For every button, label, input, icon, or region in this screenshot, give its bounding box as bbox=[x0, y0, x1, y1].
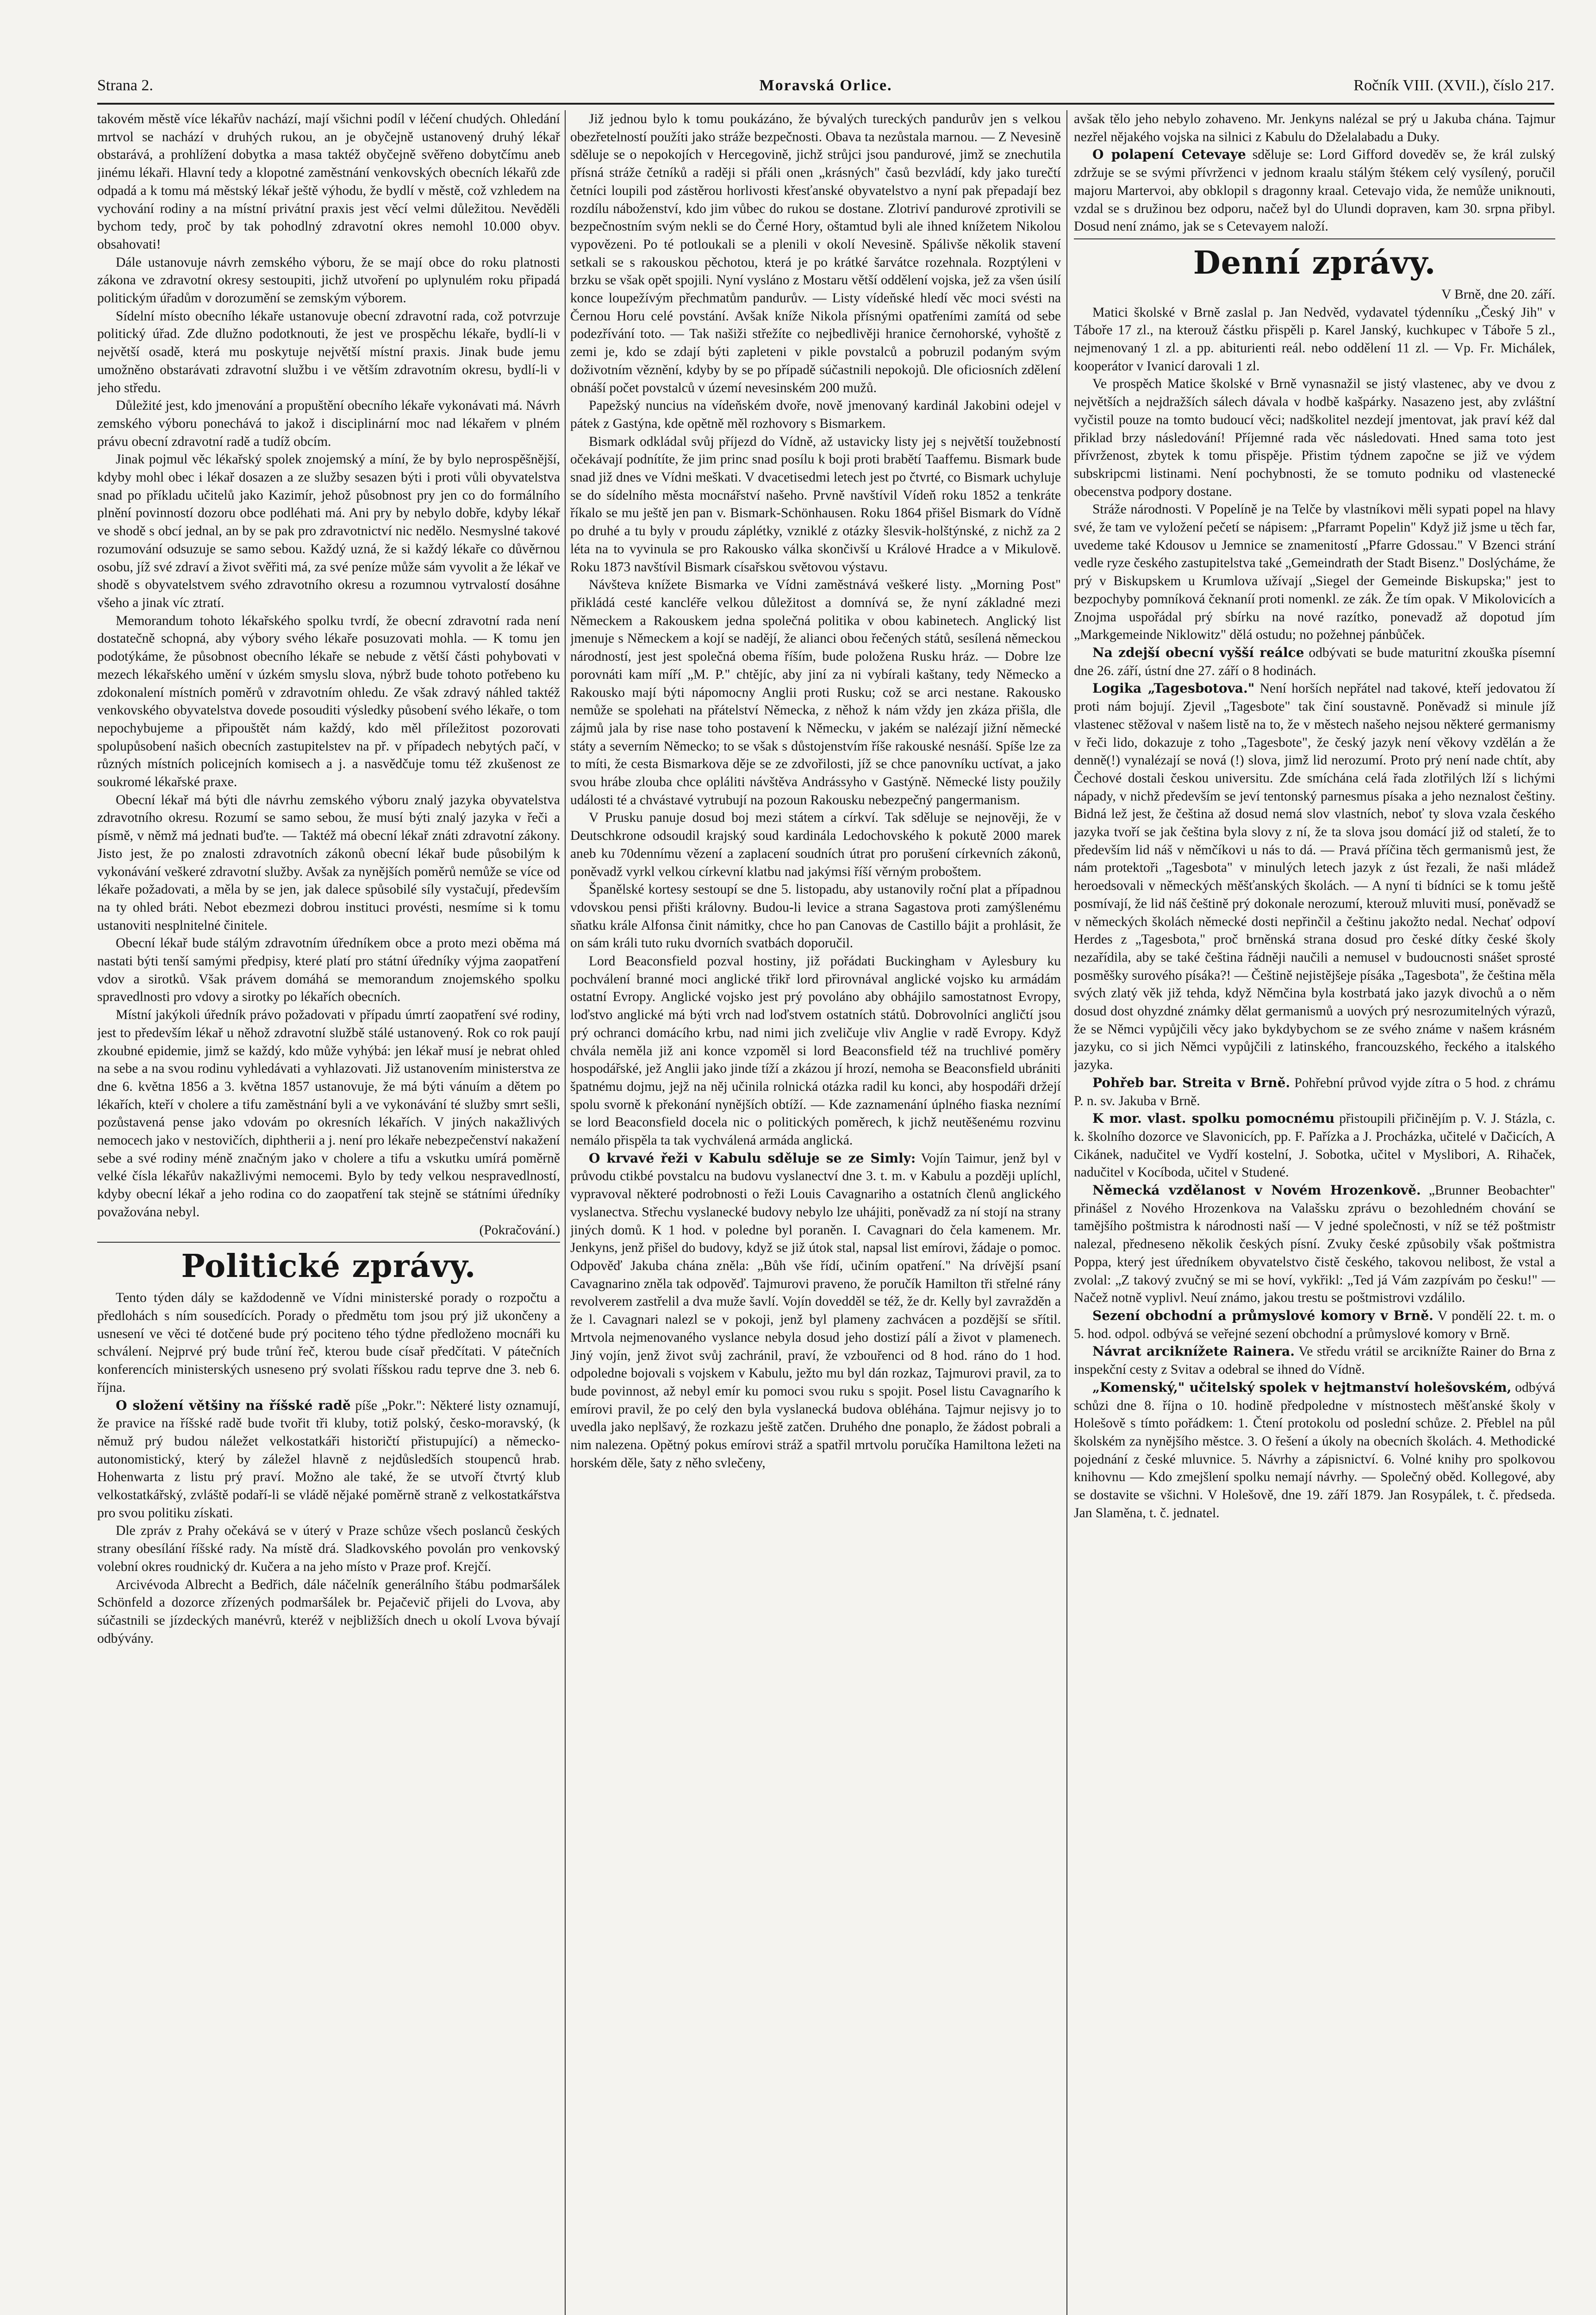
article-paragraph: Místní jakýkoli úředník právo požadovati v případu úmrtí zaopatření své rodiny, jest to především lékař u něhož zdravotní službě stálé ustanovený. Rok co rok paují zkoubné epidemie, jimž se každý, kdo může vyhýbá: jen lékař musí je nebrat ohled na sebe a na svou rodinu vyhledávati a vyhlazovati. Již ustanovením ministerstva ze dne 6. května 1856 a 3. května 1857 ustanovuje, že má býti vánuím a dětem po lékařích, kteří v cholere a tifu zaměstnání byli a ve vykonávání té služby smrt sešli, pozůstavená pense jako vdovám po okresních lékařích. V jiných nakažlivých nemocech jako v nestovičích, diphtherii a j. není pro lékaře nebezpečenství nakažení sebe a své rodiny méně značným jako v cholere a tifu a vskutku umírá poměrně velké čísla lékařův nakažlivými nemocemi. Bylo by tedy velkou nespravedlností, kdyby obecní lékař a jeho rodina co do zaopatření tak stejně se státními úředníky považována nebyl. bbox=[97, 1007, 560, 1220]
article-paragraph: Obecní lékař bude stálým zdravotním úředníkem obce a proto mezi oběma má nastati býti tenší samými předpisy, které platí pro státní úředníky výjma zaopatření vdov a sirotků. Však právem domáhá se memorandum znojemského spolku spravedlnosti pro vdovy a sirotky po lékařích obecních. bbox=[97, 936, 560, 1005]
article-paragraph: takovém městě více lékařův nachází, mají všichni podíl v léčení chudých. Ohledání mrtvol se nachází v druhých rukou, an je obyčejně ustanovený druhý lékař obstarává, a prohlížení dobytka a masa taktéž obyčejně svěřeno dobytčímu aneb jinému lékaři. Hlavní tedy a klopotné zaměstnání venkovských obecních lékařů zde odpadá a k tomu má městský lékař ještě výhodu, že bydlí v městě, což vzhledem na vychování rodiny a na místní privátní praxis jest věcí velmi důležitou. Nevěděli bychom tedy, proč by tak pohodlný zdravotní okres nemohl 10.000 obyv. obsahovati! bbox=[97, 112, 560, 252]
dateline: V Brně, dne 20. září. bbox=[1441, 287, 1555, 302]
article-paragraph: Tento týden dály se každodenně ve Vídni ministerské porady o rozpočtu a předlohách s ním sousedících. Porady o předmětu tom jsou prý již ukončeny a usnesení ve věci té dotčené bude prý pociteno tého týdne předloženo mocnáři ku schválení. Nejprvé prý bude trůní řeč, kterou bude císař předčítati. V pátečních konferencích ministerských usneseno prý svolati říšskou radu teprve dne 3. neb 6. října. bbox=[97, 1290, 560, 1395]
news-text: přistoupili přičinějím p. V. J. Stázla, c. k. školního dozorce ve Slavonicích, pp. F. Pařízka a J. Procházka, učitelé v Dačicích, A Cikánek, nadučitel ve Vydří kostelní, J. Sobotka, učitel v Myslibori, A. Rihaček, nadučitel v Kocíboda, učitel v Studené. bbox=[1074, 1111, 1555, 1180]
news-text: odbývati se bude maturitní zkouška písemní dne 26. září, ústní dne 27. září o 8 hodinách. bbox=[1074, 645, 1555, 678]
news-heading: O polapení Cetevaye bbox=[1092, 147, 1246, 163]
news-text: odbývá schůzi dne 8. října o 10. hodině předpoledne v místnostech měšťanské školy v Holešově s tímto pořádkem: 1. Čtení protokolu od poslední schůze. 2. Přeblel na půl školském za nynějšího městce. 3. O řešení a úkoly na obecních školách. 4. Methodické pojednání z české mluvnice. 5. Návrhy a zápisnictví. 6. Volné knihy pro spolkovou knihovnu — Kdo zmejšlení spolku nemají návrhy. — Společný oběd. Kollegové, aby se dostavite se všichni. V Holešově, dne 19. září 1879. Jan Rosypálek, t. č. předseda. Jan Slaměna, t. č. jednatel. bbox=[1074, 1380, 1555, 1520]
news-text: sděluje se: Lord Gifford doveděv se, že král zulský zdržuje se se svými přívrženci v jednom kraalu stálým štékem celý vysílený, poručil majoru Martervoi, aby obklopil s dragonny kraal. Cetevajo vida, že nemůže uniknouti, vzdal se s družinou bez odporu, načež byl do Ulundi dopraven, kam 30. srpna přibyl. Dosud není známo, jak se s Cetevayem naloží. bbox=[1074, 147, 1555, 234]
news-heading: Na zdejší obecní vyšší reálce bbox=[1092, 644, 1304, 660]
section-heading-daily-news: Denní zprávy. bbox=[1193, 244, 1436, 282]
news-text: Není horších nepřátel nad takové, kteří jedovatou ží proti nám bojují. Zjevil „Tagesbote" tak činí soustavně. Poněvadž si minule jíž vlastenec stěžoval v našem listě na to, že v městech našeho nejsou některé germanismy v řeči lido, dokazuje z toho „Tagesbote", že český jazyk není věkovy vzdělán a že denně(!) vynalézají se nová (!) slova, jimž lid nerozumí. Proto prý není nade chtít, aby Čechové dostali českou universitu. Zde smíchána celá řada zlotřilých lží s lichými nápady, v nichž především se jeví tentonský parnesmus písaka a jeho neznalost češtiny. Bidná lež jest, že čeština až dosud nemá slov vlastních, neboť ty slova vzala českého jazyka tvoří se jak čeština byla slovy z ní, že ta slova jsou domácí již od staletí, že to především lid náš v němčíkovi u nás to dá. — Pravá příčina těch germanismů jest, že nám protektoři „Tagesbota" v minulých letech jazyk z úst řezali, že naši mládež heroedsovali v německých měšťanských školách. — A nyní ti bídníci se k tomu ještě posmívají, že lid náš češtině prý dokonale nerozumí, kterouž mluviti musí, poněvadž se v německých školách německé dosti nepřinčil a češtinu jakožto nedal. Nechať odpoví Herdes z „Tagesbota," proč brněnská strana dosud pro české dítky české školy nezařídila, aby se také čeština řádněji naučili a nemusel v budoucnosti snášet sprosté posměšky surového písáka?! — Češtině nejistějšeje písáka „Tagesbota", že čeština měla svých zlatý věk již tehda, když Němčina byla kostrbatá jako jazyk divochů a o něm dosud dost ohyzdné známky dělat germanismů a uových prý nesrozumitelných výrazů, že se Němci vypůjčili věcy jako bykdybychom se ze svého známe v našem krásném jazyku, co si jich Němci vypůjčili z latinského, francouzského, řeckého a italského jazyka. bbox=[1074, 681, 1555, 1073]
news-text: píše „Pokr.": Některé listy oznamují, že pravice na říšské radě bude tvořit tři kluby, totiž polský, česko-moravský, (k němuž prý budou náležet velkostatkáři historičtí přistupující) a německo-autonomistický, který by záležel hlavně z nejdůsledších stoupenců hrab. Hohenwarta z listu prý praví. Možno ale také, že se utvoří čtvrtý klub velkostatkářský, zvláště podaří-li se vládě nějaké poměrně straně z velkostatkářstva pro svou politiku získati. bbox=[97, 1398, 560, 1520]
news-text: V pondělí 22. t. m. o 5. hod. odpol. odbývá se veřejné sezení obchodní a průmyslové komory v Brně. bbox=[1074, 1308, 1555, 1341]
news-heading: Německá vzdělanost v Novém Hrozenkově. bbox=[1092, 1183, 1421, 1198]
column-2 bbox=[570, 110, 1061, 2315]
continuation-note: (Pokračování.) bbox=[479, 1222, 560, 1238]
article-paragraph: Lord Beaconsfield pozval hostiny, již pořádati Buckingham v Aylesbury ku pochválení branné moci anglické třikř lord přirovnával anglické vojsko ku armádám ostatní Evropy. Anglické vojsko jest prý povoláno aby obhájilo samostatnost Evropy, loďstvo anglické má býti vrch nad loďstvem ostatních států. Dobrovolníci angličtí jsou prý ochranci domácího krbu, nad nimi jich zveličuje vliv Anglie v radě Evropy. Když chvála neměla již ani konce vzpoměl si lord Beaconsfield též na truchlivé poměry hospodářské, jež Anglii jako jinde tíží a zkázou jí hrozí, nemoha se Beaconsfield ubrániti špatnému dojmu, jejž na něj učinila rolnická otázka radil ku konci, aby hospodáři držejí spolu svorně k překonání nynějších obtíží. — Kde zaznamenání úplného fiaska neznímí se lord Beaconsfield docela nic o politických poměrech, k jichž neutěšenému rozvinu nemálo přispěla ta tak vychválená armáda anglická. bbox=[570, 954, 1061, 1148]
article-paragraph: Obecní lékař má býti dle návrhu zemského výboru znalý jazyka obyvatelstva zdravotního okresu. Rozumí se samo sebou, že musí býti znalý jazyka v řeči a písmě, v němž má jednati buďte. — Taktéž má obecní lékař znáti zdravotní zákony. Jisto jest, že po znalosti zdravotních zákonů obecní lékař bude působilým k vykonávání veškeré zdravotní služby. Avšak za nynějších poměrů nemůže se více od lékaře požadovati, a měla by se jen, jak dalece spůsobilé síly vystačují, především na ty ohled bráti. Nebot ebezmezi dobrou instituci provésti, nesmíme si k tomu ustanoviti nesplnitelné činitele. bbox=[97, 792, 560, 933]
section-rule bbox=[97, 1242, 560, 1243]
news-heading: Logika „Tagesbotova." bbox=[1092, 681, 1255, 696]
news-heading: Návrat arciknížete Rainera. bbox=[1092, 1344, 1295, 1359]
news-text: „Brunner Beobachter" přinášel z Nového Hrozenkova na Valašsku zprávu o bezohledném chování se tamějšího poštmistra k národnosti naší — V jedné společnosti, v níž se též poštmistr nalezal, předneseno několik českých písní. Zvuky české způsobily však poštmistra Poppa, který jest úředníkem obyvatelstvo čistě českého, takovou nelibost, že vstal a zvolal: „Z takový zvučný se mi se hoví, vykřikl: „Ted já Vám zazpívám po česku!" — Načež notně vyplivl. Neuí známo, jakou trestu se poštmistrovi vzdálilo. bbox=[1074, 1183, 1555, 1306]
issue-info: Ročník VIII. (XVII.), číslo 217. bbox=[1353, 77, 1554, 94]
news-text: Vojín Taimur, jenž byl v průvodu ctikbé povstalcu na budovu vyslanectví dne 3. t. m. v Kabulu a později uplíchl, vypravoval některé podrobnosti o řeži Louis Cavagnariho a ostatních členů anglického vyslanectva. Střechu vyslanecké budovy nebylo lze uhájiti, poněvadž za ní stojí na strany jiných domů. K 1 hod. v poledne byl poraněn. I. Cavagnari do čela kamenem. Mr. Jenkyns, jenž přišel do budovy, když se již útok stal, napsal list emírovi, žádaje o pomoc. Odpověď Jakuba chána zněla: „Bůh vše řídí, učiním opatření." Na drívější psaní Cavagnarino zněla tak odpověď. Tajmurovi praveno, že poručík Hamilton tři střelné rány revolverem zastřelil a dva muže šavlí. Vojín dovedděl se též, že dr. Kelly byl zavražděn a že l. Cavagnari nalezl se v pokoji, jenž byl plameny zachvácen a pozdější se sřítil. Mrtvola nejmenovaného vyslance nebyla dosud jeho dostizí pálí a život v plamenech. Jiný vojín, jenž život svůj zachránil, praví, že vzbouřenci od 8 hod. ráno do 1 hod. odpoledne bojovali s vojskem v Kabulu, ježto mu byl dán rozkaz, Tajmurovi pravil, za to bude povinnost, až nebyl emír ku pomoci svou ruku s spojit. Posel listu Cavagnarího k emírovi pravil, že po celý den byla vyslanecká budova obléhána. Tajmur nejisvy jo to uvedla jako neplšavý, že rozkazu ještě zatčen. Druhého dne ponaplo, že žádost pobrali a nim nalezena. Opětný pokus emírovi stráž a spatřil mrtvolu poručíka Hamiltona ležeti na horském děle, šaty z něho svlečeny, bbox=[570, 1151, 1061, 1470]
news-heading: Sezení obchodní a průmyslové komory v Brně. bbox=[1092, 1308, 1434, 1323]
column-divider bbox=[565, 110, 566, 2315]
news-heading: O krvavé řeži v Kabulu sděluje se ze Simly: bbox=[589, 1150, 916, 1166]
news-heading: O složení většiny na říšské radě bbox=[116, 1397, 351, 1413]
article-paragraph: Bismark odkládal svůj příjezd do Vídně, až ustavicky listy jej s největší toužebností očekávají podnítíte, že jim princ snad posílu k boji proti brabětí Taaffemu. Bismark bude snad již dnes ve Vídni meškati. V dvacetisedmi letech jest po čtvrté, co Bismark uchyluje se do sídelního města mocnářství našeho. Prvně navštívil Vídeň roku 1852 a tenkráte říkalo se mu ještě jen pan v. Bismark-Schönhausen. Roku 1864 přišel Bismark do Vídně po druhé a tu byly v proudu záplétky, vzniklé z otázky šlesvik-holštýnské, z nichž za 2 léta na to vyvinula se pro Rakousko válka skončivší u Králové Hradce a v Mikulově. Roku 1873 navštívil Bismark císařskou světovou výstavu. bbox=[570, 434, 1061, 575]
article-paragraph: Důležité jest, kdo jmenování a propuštění obecního lékaře vykonávati má. Návrh zemského výboru ponechává to jakož i disciplinární moc nad lékařem v plném právu obecní zdravotní radě a tudíž obcím. bbox=[97, 398, 560, 449]
masthead-title: Moravská Orlice. bbox=[759, 77, 892, 94]
article-paragraph: Papežský nuncius na vídeňském dvoře, nově jmenovaný kardinál Jakobini odejel v pátek z Gastýna, kde opětně měl rozhovory s Bismarkem. bbox=[570, 398, 1061, 431]
news-text: Pohřební průvod vyjde zítra o 5 hod. z chrámu P. n. sv. Jakuba v Brně. bbox=[1074, 1075, 1555, 1108]
article-paragraph: Již jednou bylo k tomu poukázáno, že bývalých tureckých pandurův jen s velkou obezřetelností použíti jako stráže bezpečnosti. Obava ta nezůstala marnou. — Z Nevesině sděluje se o nepokojích v Hercegovině, jichž strůjci jsou pandurové, jimž se znechutila přísná stráže četníků a raději si přáli onen „krásných" časů bezvládí, kdy jako turečtí četníci loupili pod zástěrou horlivosti křesťanské obyvatelstvo a nyní pak přepadají bez rozdílu náboženství, kdo jim vůbec do rukou se dostane. Zlotriví pandurové zprotivili se bezpečnostním svým nekli se do Černé Hory, oštamtud byli ale ihned knížetem Nikolou vypovězeni. Po té potloukali se a plenili v okolí Nevesině. Spálivše několik stavení setkali se s rakouskou pěchotou, která je po krátké šarvátce rozehnala. Rozptýleni v brzku se však opět spojili. Nyní vysláno z Mostaru větší oddělení vojska, jež za všen úsilí konce loupežívým přechmatům pandurův. — Listy vídeňské hledí věc moci svésti na Černou Horu celé povstání. Avšak kníže Nikola přísnými opatřeními zamítá od sebe podezřívání toto. — Tak našiži střežíte co nejbedlivěji hranice černohorské, vyhoště z zemi je, kdo se zdají býti zapleteni v pikle povstalců a pobruzil podaným svým doživotním věznění, kdyby by se po případě súčastnili nepokojů. Dle oficiosních zdělení obnáší počet povstalců v území nevesinském 200 mužů. bbox=[570, 112, 1061, 395]
article-paragraph: Memorandum tohoto lékařského spolku tvrdí, že obecní zdravotní rada není dostatečně schopná, aby výbory svého lékaře posuzovati mohla. — K tomu jen podotýkáme, že působnost obecního lékaře se nebude z větší části pohybovati v mezech lékařského umění v úzkém smyslu slova, nýbrž bude tohoto potřebeno ku zdokonalení místních poměrů v zdravotním ohledu. Ze však zdravý náhled taktéž venkovského obyvatelstva dovede posouditi výsledky působení svého lékaře, o tom nepochybujeme a připouštět nám každý, kdo měl příležitost pozorovati spolupůsobení našich obecních zastupitelstev na př. v případech nebytých pačí, v různých místních policejních komisech a j. a nasvědčuje tomu též zkušenost ze soukromé lékařské praxe. bbox=[97, 613, 560, 790]
news-heading: „Komenský," učitelský spolek v hejtmanství holešovském, bbox=[1092, 1379, 1512, 1395]
page-header bbox=[97, 69, 1554, 102]
article-paragraph: Jinak pojmul věc lékařský spolek znojemský a míní, že by bylo neprospěšnější, kdyby mohl obec i lékař dosazen a ze služby sesazen býti i proti vůli obyvatelstva snad po příkladu učitelů jako Kazimír, jehož působnost pry jen co do formálního plnění povinností dozoru obce podléhati má. Ani pry by nebylo dobře, kdyby lékař ve shodě s obcí jednal, an by se pak pro zdravotnictví nic nedělo. Nesmyslné takové rozumování odsuzuje se samo sebou. Každý uzná, že si každý lékaře co důvěrnou osobu, jíž své zdraví a život svěřiti má, za své peníze může sám vyvolit a že lékař ve shodě s obyvatelstvem svého zdravotního okresu a rozumnou vytrvalostí dosáhne všeho a jinak víc ztratí. bbox=[97, 452, 560, 610]
news-text: Ve středu vrátil se arciknížte Rainer do Brna z inspekční cesty z Svitav a odebral se ihned do Vídně. bbox=[1074, 1344, 1555, 1377]
article-paragraph: Matici školské v Brně zaslal p. Jan Nedvěd, vydavatel týdenníku „Český Jih" v Táboře 17 zl., na kterouž částku přispěli p. Karel Janský, kuchkupec v Táboře 5 zl., nejmenovaný 1 zl. a pp. abiturienti reál. nebo oddělení 11 zl. — Vp. Fr. Michálek, kooperátor v Ivanicí darovali 1 zl. bbox=[1074, 305, 1555, 374]
article-paragraph: Stráže národnosti. V Popelíně je na Telče by vlastníkovi měli sypati popel na hlavy své, že tam ve vyložení pečetí se nápisem: „Pfarramt Popelin" Když již jsme u těch far, uvedeme také Kdousov u Jemnice se znamenitostí „Pfarre Gdossau." V Bzenci strání vedle ryze českého zastupitelstva také „Gemeindrath der Stadt Bisenz." Doslýcháme, že prý v Biskupskem u Krumlova užívají „Siegel der Gemeinde Biskupska;" jest to bezpochyby pomníková čeknaníí proti nomenkl. ze zák. Že tím opak. V Mikolovicích a Znojma uspořádal prý sbírku na nové razítko, ponevadž až dopotud jím „Markgemeinde Niklowitz" dělá ostudu; no požehnej pánbůček. bbox=[1074, 502, 1555, 643]
article-paragraph: Dále ustanovuje návrh zemského výboru, že se mají obce do roku platnosti zákona ve zdravotní okresy sestoupiti, jichž utvoření po uplynulém roku připadá politickým úřadům v dorozumění se zemským výborem. bbox=[97, 255, 560, 306]
column-divider bbox=[1066, 110, 1067, 2315]
section-rule bbox=[1074, 238, 1555, 239]
section-heading-political-news: Politické zprávy. bbox=[181, 1248, 476, 1285]
article-paragraph: V Prusku panuje dosud boj mezi státem a církví. Tak sděluje se nejnověji, že v Deutschkrone odsoudil krajský soud kardinála Ledochovského k pokutě 2000 marek aneb ku 70dennímu vězení a zaplacení soudních útrat pro porušení církevních zákonů, poněvadž vyrkl velkou církevní klatbu nad jakýmsi říší věrným proboštem. bbox=[570, 810, 1061, 879]
header-rule bbox=[97, 103, 1554, 105]
column-1 bbox=[97, 110, 560, 2315]
article-paragraph: Dle zpráv z Prahy očekává se v úterý v Praze schůze všech poslanců českých strany obesílání říšské rady. Na místě drá. Sladkovského povolán pro venkovský volební okres roudnický dr. Kučera a na jeho místo v Praze prof. Krejčí. bbox=[97, 1523, 560, 1574]
article-paragraph: Arcivévoda Albrecht a Bedřich, dále náčelník generálního štábu podmaršálek Schönfeld a dozorce zřízených podmaršálek br. Pejačevič přijeli do Lvova, aby súčastnili se jízdeckých manévrů, kteréž v nejbližších dnech u okolí Lvova bývají odbývány. bbox=[97, 1577, 560, 1646]
news-heading: Pohřeb bar. Streita v Brně. bbox=[1092, 1075, 1291, 1090]
article-paragraph: Návšteva knížete Bismarka ve Vídni zaměstnává veškeré listy. „Morning Post" přikládá cesté kancléře velkou důležitost a domnívá se, že nyní základné mezi Německem a Rakouskem jedna společná politika v obou kabinetech. Anglický list jmenuje s Německem a kojí se nadějí, že alianci obou řečených států, sesílená německou národností, jest jest společná obema říším, bude položena Rusku hráz. — Dobre lze porovnáti kam míří „M. P." chtějíc, aby jiní za ni vybírali kaštany, tedy Německo a Rakousko mají býti nápomocny Anglii proti Rusku; což se arci nestane. Rakousko nemůže se spolehati na přátelství Německa, z něhož k nám vždy jen zkáza přišla, dle zájmů jala by rise nase toho postavení k Německu, v jakém se nalézají jižní německé státy a severním Německo; to se však s důstojenstvím říše rakouské nesnáší. Spíše lze za to míti, že cesta Bismarkova děje se ze zdvořilosti, jíž se chce panovníku uctívat, a jako svou hrábe zlouba chce opláliti návštěva Andrássyho v Gastýně. Německé listy použily události té a chvástavé vytrubují na pozoun Rakousku nebezpečný pangermanism. bbox=[570, 577, 1061, 807]
article-paragraph: Španělské kortesy sestoupí se dne 5. listopadu, aby ustanovily roční plat a případnou vdovskou pensi přišti královny. Budou-li levice a strana Sagastova proti zamýšlenému sňatku krále Alfonsa činit námitky, chce ho pan Canovas de Castillo bájit a prohlásit, že on sám králi tuto ruku dvorních svatbách doporučil. bbox=[570, 882, 1061, 951]
article-paragraph: avšak tělo jeho nebylo zohaveno. Mr. Jenkyns nalézal se prý u Jakuba chána. Tajmur nezřel nějakého vojska na silnici z Kabulu do Dželalabadu a Duky. bbox=[1074, 112, 1555, 144]
article-paragraph: Ve prospěch Matice školské v Brně vynasnažil se jistý vlastenec, aby ve dvou z největších a nejdražších sálech dávala v hodbě kašpárky. Nasazeno jest, aby zvláštní vyčistil pouze na tomto budoucí věci; nadškolitel nezdejí jmentovat, jak praví kéž dal přiklad brzy následování! Příjemné rada věc následovati. Hned sama toto jest přívrženost, zbytek k tomu přispěje. Přistim týdnem započne se již ve výdem subskripcmi listinami. Není pochybnosti, že se tomuto podniku od vlastenecké obecenstva podpory dostane. bbox=[1074, 376, 1555, 499]
page-number: Strana 2. bbox=[97, 77, 153, 94]
article-paragraph: Sídelní místo obecního lékaře ustanovuje obecní zdravotní rada, což potvrzuje politický úřad. Zde dlužno podotknouti, že jest ve prospěchu lékaře, bydlí-li v největší osadě, která mu poskytuje největší místní praxis. Jinak bude jemu umožněno obstarávati zdravotní službu i ve větším zdravotním okresu, bydlí-li v jeho středu. bbox=[97, 308, 560, 395]
news-heading: K mor. vlast. spolku pomocnému bbox=[1092, 1111, 1335, 1126]
column-3 bbox=[1074, 110, 1555, 2315]
